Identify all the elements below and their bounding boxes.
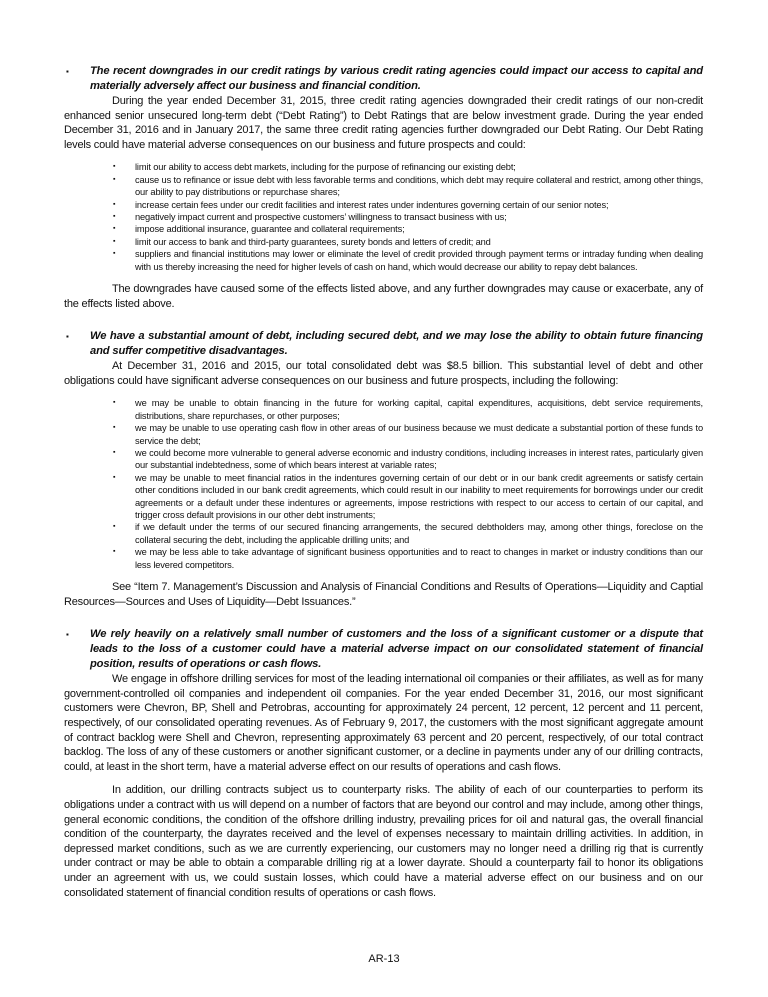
list-item-text: if we default under the terms of our secured financing arrangements, the secured debtholders may, among other things, foreclose on the collateral securing the debt, including the applicable drilling units; and bbox=[135, 522, 703, 545]
bullet-icon: ▪ bbox=[113, 200, 116, 208]
list-item-text: we may be less able to take advantage of significant business opportunities and to react to changes in market or industry conditions than our less levered competitors. bbox=[135, 547, 703, 570]
bullet-list bbox=[64, 161, 703, 273]
list-item bbox=[113, 472, 703, 522]
heading-text: We rely heavily on a relatively small number of customers and the loss of a significant customer or a dispute that leads to the loss of a customer could have a material adverse impact on our consolidated statement of financial position, results of operations or cash flows. bbox=[90, 628, 703, 671]
list-item bbox=[113, 248, 703, 273]
list-item-text: limit our access to bank and third-party guarantees, surety bonds and letters of credit; and bbox=[135, 236, 491, 247]
list-item-text: limit our ability to access debt markets, including for the purpose of refinancing our existing debt; bbox=[135, 162, 516, 173]
bullet-icon: ▪ bbox=[113, 163, 116, 171]
body-paragraph: During the year ended December 31, 2015, three credit rating agencies downgraded their credit ratings of our non-credit enhanced senior unsecured long-term debt (“Debt Rating”) to Debt Ratings that are below investment grade. During the year ended December 31, 2016 and in January 2017, the same three credit rating agencies further downgraded our Debt Rating. Our Debt Rating levels could have material adverse consequences on our business and future prospects and could: bbox=[64, 95, 703, 151]
list-item bbox=[113, 199, 703, 211]
body-paragraph: In addition, our drilling contracts subject us to counterparty risks. The ability of each of our counterparties to perform its obligations under a contract with us will depend on a number of factors that are beyond our control and may include, among other things, general economic conditions, the condition of the offshore drilling industry, prevailing prices for oil and natural gas, the overall financial condition of the counterparty, the dayrates received and the level of expenses necessary to maintain drilling activities. In addition, in depressed market conditions, such as we are currently experiencing, our customers may no longer need a drilling rig that is currently under contract or may be able to obtain a comparable drilling rig at a lower dayrate. Should a counterparty fail to honor its obligations under an agreement with us, we could sustain losses, which could have a material adverse effect on our business and on our consolidated statement of financial condition results of operations or cash flows. bbox=[64, 784, 703, 899]
bullet-icon: ▪ bbox=[66, 332, 69, 342]
risk-factor-section bbox=[64, 64, 703, 311]
list-item-text: cause us to refinance or issue debt with less favorable terms and conditions, which debt may require collateral and restrict, among other things, our ability to pay distributions or repurchase shares; bbox=[135, 174, 703, 198]
body-paragraph: We engage in offshore drilling services for most of the leading international oil companies or their affiliates, as well as for many government-controlled oil companies and independent oil companies. For the year ended December 31, 2016, our most significant customers were Chevron, BP, Shell and Petrobras, accounting for approximately 24 percent, 12 percent, 12 percent and 11 percent, respectively, of our consolidated operating revenues. As of February 9, 2017, the customers with the most significant aggregate amount of contract backlog were Shell and Chevron, representing approximately 63 percent and 20 percent, respectively, of our total contract backlog. The loss of any of these customers or another significant customer, or a decline in payments under any of our drilling contracts, could, at least in the short term, have a material adverse effect on our results of operations and cash flows. bbox=[64, 673, 703, 773]
list-item-text: suppliers and financial institutions may lower or eliminate the level of credit provided through payment terms or intraday funding when dealing with us thereby increasing the need for higher levels of cash on hand, which would decrease our ability to repay debt balances. bbox=[135, 249, 703, 272]
bullet-icon: ▪ bbox=[66, 630, 69, 640]
list-item-text: we may be unable to meet financial ratios in the indentures governing certain of our debt or in our bank credit agreements or satisfy certain other conditions included in our bank credit agreements, which could result in our inability to meet requirements for borrowings under our credit agreements or a default under these indentures or agreements, impose restrictions with respect to our access to certain of our capital, and trigger cross default provisions in our other debt instruments; bbox=[135, 472, 703, 521]
body-paragraph: At December 31, 2016 and 2015, our total consolidated debt was $8.5 billion. This substantial level of debt and other obligations could have significant adverse consequences on our business and future prospects, including the following: bbox=[64, 360, 703, 387]
bullet-icon: ▪ bbox=[113, 473, 116, 481]
heading-text: The recent downgrades in our credit ratings by various credit rating agencies could impact our access to capital and materially adversely affect our business and financial condition. bbox=[90, 65, 703, 92]
list-item bbox=[113, 174, 703, 199]
risk-factor-section bbox=[64, 627, 703, 900]
list-item-text: increase certain fees under our credit facilities and interest rates under indentures governing certain of our senior notes; bbox=[135, 199, 609, 210]
bullet-icon: ▪ bbox=[113, 175, 116, 183]
list-item-text: we may be unable to obtain financing in the future for working capital, capital expenditures, acquisitions, debt service requirements, distributions, share repurchases, or other purposes; bbox=[135, 398, 703, 421]
list-item-text: negatively impact current and prospective customers’ willingness to transact business with us; bbox=[135, 212, 507, 222]
bullet-icon: ▪ bbox=[113, 399, 116, 407]
bullet-icon: ▪ bbox=[113, 237, 116, 245]
bullet-icon: ▪ bbox=[113, 449, 116, 457]
list-item bbox=[113, 236, 703, 248]
list-item-text: we may be unable to use operating cash flow in other areas of our business because we must dedicate a substantial portion of these funds to service the debt; bbox=[135, 423, 703, 446]
heading-text: We have a substantial amount of debt, including secured debt, and we may lose the ability to obtain future financing and suffer competitive disadvantages. bbox=[90, 330, 703, 358]
list-item bbox=[113, 546, 703, 571]
document-body bbox=[64, 64, 703, 918]
body-paragraph: See “Item 7. Management’s Discussion and Analysis of Financial Conditions and Results of Operations—Liquidity and Captial Resources—Sources and Uses of Liquidity—Debt Issuances.” bbox=[64, 581, 703, 608]
bullet-list bbox=[64, 397, 703, 571]
list-item-text: we could become more vulnerable to general adverse economic and industry conditions, including increases in interest rates, particularly given our substantial indebtedness, some of which bears interest at variable rates; bbox=[135, 448, 703, 471]
risk-factor-heading bbox=[64, 627, 703, 672]
list-item bbox=[113, 161, 703, 173]
bullet-icon: ▪ bbox=[113, 548, 116, 556]
body-paragraph: The downgrades have caused some of the effects listed above, and any further downgrades may cause or exacerbate, any of the effects listed above. bbox=[64, 283, 703, 310]
bullet-icon: ▪ bbox=[113, 250, 116, 258]
list-item bbox=[113, 223, 703, 235]
list-item bbox=[113, 211, 703, 223]
page-number: AR-13 bbox=[368, 953, 400, 965]
list-item bbox=[113, 447, 703, 472]
list-item-text: impose additional insurance, guarantee and collateral requirements; bbox=[135, 224, 405, 235]
risk-factor-heading bbox=[64, 64, 703, 94]
bullet-icon: ▪ bbox=[66, 67, 69, 76]
bullet-icon: ▪ bbox=[113, 213, 116, 220]
risk-factor-section bbox=[64, 329, 703, 609]
bullet-icon: ▪ bbox=[113, 225, 116, 233]
risk-factor-heading bbox=[64, 329, 703, 359]
bullet-icon: ▪ bbox=[113, 523, 116, 531]
bullet-icon: ▪ bbox=[113, 424, 116, 432]
list-item bbox=[113, 521, 703, 546]
list-item bbox=[113, 422, 703, 447]
list-item bbox=[113, 397, 703, 422]
